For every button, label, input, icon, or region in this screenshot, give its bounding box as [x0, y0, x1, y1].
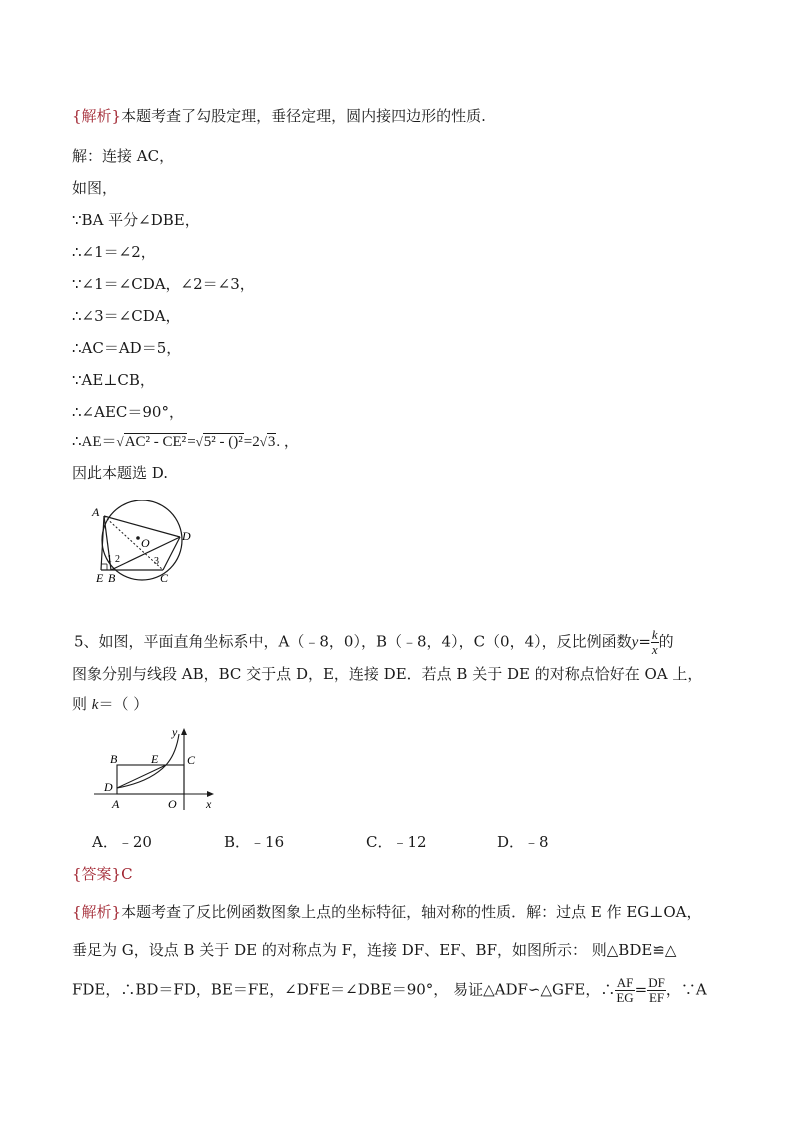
equals-sign: = — [187, 434, 196, 450]
option-d[interactable]: D．﹣8 — [497, 833, 549, 851]
answer-line — [72, 864, 133, 884]
answer-blank: ＝（ ） — [98, 695, 149, 713]
y-axis-arrow — [181, 728, 187, 735]
label-o: O — [141, 536, 150, 550]
label-y: y — [172, 725, 178, 739]
ae-prefix: ∴AE＝ — [72, 434, 117, 450]
analysis-line-q4 — [72, 106, 486, 126]
analysis-line-q5 — [72, 976, 707, 1005]
sqrt-3: 3 — [267, 434, 276, 450]
func-eq: = — [638, 632, 651, 651]
center-point — [136, 536, 140, 540]
label-b: B — [110, 752, 118, 766]
solution-step: ∵AE⊥CB， — [72, 371, 155, 389]
equals-two: =2 — [243, 434, 260, 450]
fraction-numerator: AF — [616, 975, 634, 990]
label-x: x — [206, 797, 212, 811]
analysis-line-q5: 垂足为 G，设点 B 关于 DE 的对称点为 F，连接 DF、EF、BF，如图所示： 则△BDE≌△ — [72, 941, 677, 959]
label-e: E — [151, 752, 159, 766]
solution-step: ∴AC＝AD＝5， — [72, 339, 182, 357]
equals-sign: = — [634, 980, 648, 999]
sqrt-5-squared: 5² - ()² — [203, 434, 243, 450]
solution-step: 如图， — [72, 179, 118, 197]
circle-figure — [88, 500, 208, 590]
fraction-numerator: k — [651, 627, 658, 642]
solution-step: ∵∠1＝∠CDA，∠2＝∠3， — [72, 275, 255, 293]
question-text: 5、如图，平面直角坐标系中，A（﹣8，0），B（﹣8，4），C（0，4），反比例函数 — [74, 632, 632, 651]
ae-suffix: . ， — [276, 434, 299, 450]
question5-line2: 图象分别与线段 AB，BC 交于点 D，E，连接 DE．若点 B 关于 DE 的对称点恰好在 OA 上， — [72, 665, 703, 683]
label-c: C — [160, 571, 169, 585]
fraction-df-ef — [647, 976, 666, 1005]
analysis-text: 本题考查了反比例函数图象上点的坐标特征，轴对称的性质．解：过点 E 作 EG⊥OA， — [121, 903, 702, 921]
func-fraction — [651, 628, 659, 657]
label-c: C — [187, 753, 196, 767]
option-a[interactable]: A．﹣20 — [92, 833, 152, 851]
solution-step: ∴∠AEC＝90°， — [72, 403, 184, 421]
answer-tag: {答案} — [72, 865, 122, 883]
label-b: B — [108, 571, 116, 585]
conclusion-q4: 因此本题选 D. — [72, 464, 169, 482]
question-text: 则 — [72, 695, 92, 713]
rectangle-abco — [117, 765, 184, 794]
func-y: y — [631, 634, 639, 651]
question5-line3 — [72, 694, 148, 715]
segment-de — [117, 765, 166, 788]
sqrt-ac-ce: AC² - CE² — [124, 434, 187, 450]
analysis-text: 本题考查了勾股定理，垂径定理，圆内接四边形的性质. — [121, 107, 486, 125]
label-angle-3: 3 — [154, 556, 159, 567]
label-angle-1: 1 — [107, 554, 112, 565]
option-b[interactable]: B．﹣16 — [224, 833, 285, 851]
label-e: E — [96, 571, 104, 585]
hyperbola-curve — [117, 734, 179, 788]
analysis-tag: {解析} — [72, 107, 122, 125]
solution-step: 解：连接 AC， — [72, 147, 175, 165]
label-d: D — [104, 780, 113, 794]
segment-cd — [163, 537, 180, 570]
analysis-line-q5 — [72, 902, 702, 922]
solution-step: ∴∠3＝∠CDA， — [72, 307, 181, 325]
label-a: A — [112, 797, 120, 811]
analysis-text: ，∵A — [665, 980, 707, 999]
fraction-af-eg — [615, 976, 634, 1005]
segment-ad — [104, 516, 180, 537]
var-k: k — [91, 697, 99, 713]
label-o: O — [168, 797, 177, 811]
fraction-denominator: x — [651, 642, 658, 657]
answer-value: C — [121, 865, 133, 883]
label-a: A — [92, 505, 100, 519]
solution-step: ∵BA 平分∠DBE， — [72, 211, 200, 229]
label-d: D — [182, 529, 191, 543]
option-c[interactable]: C．﹣12 — [366, 833, 427, 851]
fraction-denominator: EG — [616, 990, 634, 1005]
fraction-denominator: EF — [648, 990, 665, 1005]
segment-ae — [101, 516, 104, 570]
analysis-text: FDE，∴BD＝FD，BE＝FE，∠DFE＝∠DBE＝90°， 易证△ADF∽△GFE，∴ — [72, 980, 616, 999]
coordinate-figure — [90, 722, 225, 814]
solution-step: ∴∠1＝∠2， — [72, 243, 156, 261]
question-text: 的 — [658, 632, 674, 651]
fraction-numerator: DF — [648, 975, 665, 990]
ae-formula-line: ∴AE＝√AC² - CE²=√5² - ()²=2√3. ， — [72, 434, 299, 450]
question5-line1 — [74, 628, 674, 657]
label-angle-2: 2 — [115, 554, 120, 565]
analysis-tag: {解析} — [72, 903, 122, 921]
